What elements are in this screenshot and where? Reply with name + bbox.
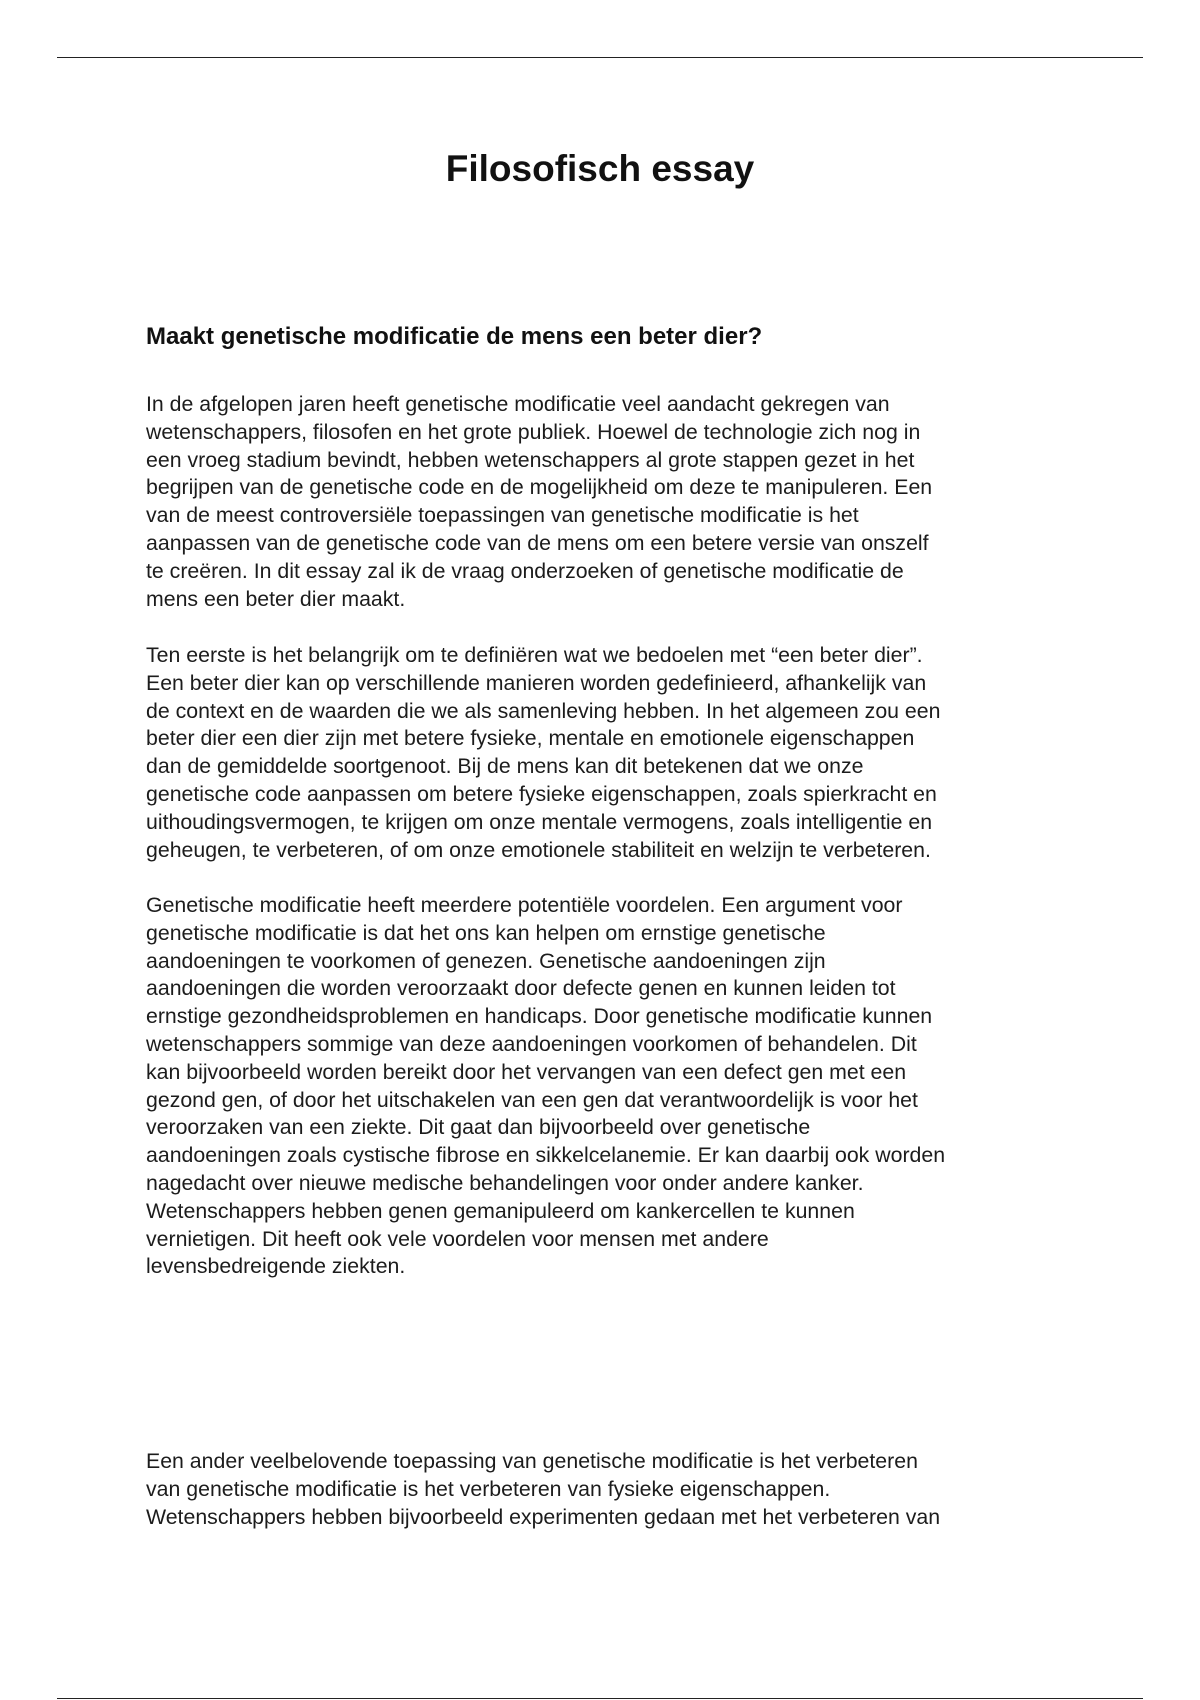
text-line: In de afgelopen jaren heeft genetische modificatie veel aandacht gekregen van — [146, 392, 890, 416]
text-line: Wetenschappers hebben genen gemanipuleerd om kankercellen te kunnen — [146, 1198, 855, 1223]
paragraph-benefits — [146, 892, 1066, 1281]
paragraph-physical-traits — [146, 1448, 1066, 1531]
text-line: genetische modificatie is dat het ons kan helpen om ernstige genetische — [146, 920, 826, 945]
text-line: kan bijvoorbeeld worden bereikt door het vervangen van een defect gen met een — [146, 1059, 907, 1084]
text-line: ernstige gezondheidsproblemen en handicaps. Door genetische modificatie kunnen — [146, 1004, 933, 1029]
text-line: een vroeg stadium bevindt, hebben wetenschappers al grote stappen gezet in het — [146, 447, 915, 472]
essay-question-heading: Maakt genetische modificatie de mens een beter dier? — [146, 323, 763, 350]
text-line: de context en de waarden die we als samenleving hebben. In het algemeen zou een — [146, 698, 941, 723]
text-line: begrijpen van de genetische code en de mogelijkheid om deze te manipuleren. Een — [146, 475, 933, 500]
text-line: beter dier een dier zijn met betere fysieke, mentale en emotionele eigenschappen — [146, 726, 915, 751]
text-line: van genetische modificatie is het verbeteren van fysieke eigenschappen. — [146, 1476, 831, 1501]
top-rule — [57, 57, 1143, 58]
text-line: aandoeningen zoals cystische fibrose en sikkelcelanemie. Er kan daarbij ook worden — [146, 1143, 946, 1168]
text-line: Ten eerste is het belangrijk om te definiëren wat we bedoelen met “een beter dier”. — [146, 643, 923, 667]
text-line: Een beter dier kan op verschillende manieren worden gedefinieerd, afhankelijk van — [146, 670, 927, 695]
paragraph-definition — [146, 642, 1066, 864]
text-line: nagedacht over nieuwe medische behandelingen voor onder andere kanker. — [146, 1170, 864, 1195]
text-line: Een ander veelbelovende toepassing van genetische modificatie is het verbeteren — [146, 1449, 918, 1473]
text-line: Wetenschappers hebben bijvoorbeeld experimenten gedaan met het verbeteren van — [146, 1504, 941, 1529]
text-line: Genetische modificatie heeft meerdere potentiële voordelen. Een argument voor — [146, 893, 903, 917]
bottom-rule — [57, 1698, 1143, 1699]
text-line: mens een beter dier maakt. — [146, 586, 406, 611]
text-line: levensbedreigende ziekten. — [146, 1254, 406, 1279]
text-line: wetenschappers, filosofen en het grote publiek. Hoewel de technologie zich nog in — [146, 419, 921, 444]
paragraph-introduction — [146, 391, 1066, 613]
text-line: genetische code aanpassen om betere fysieke eigenschappen, zoals spierkracht en — [146, 781, 937, 806]
text-line: wetenschappers sommige van deze aandoeningen voorkomen of behandelen. Dit — [146, 1031, 917, 1056]
text-line: aandoeningen die worden veroorzaakt door defecte genen en kunnen leiden tot — [146, 976, 896, 1001]
text-line: vernietigen. Dit heeft ook vele voordelen voor mensen met andere — [146, 1226, 769, 1251]
text-line: gezond gen, of door het uitschakelen van een gen dat verantwoordelijk is voor het — [146, 1087, 918, 1112]
document-title: Filosofisch essay — [445, 148, 755, 189]
text-line: aanpassen van de genetische code van de mens om een betere versie van onszelf — [146, 530, 929, 555]
text-line: veroorzaken van een ziekte. Dit gaat dan bijvoorbeeld over genetische — [146, 1115, 811, 1140]
text-line: uithoudingsvermogen, te krijgen om onze mentale vermogens, zoals intelligentie en — [146, 809, 933, 834]
text-line: geheugen, te verbeteren, of om onze emotionele stabiliteit en welzijn te verbeteren. — [146, 837, 931, 862]
text-line: aandoeningen te voorkomen of genezen. Genetische aandoeningen zijn — [146, 948, 826, 973]
text-line: van de meest controversiële toepassingen van genetische modificatie is het — [146, 503, 859, 528]
text-line: dan de gemiddelde soortgenoot. Bij de mens kan dit betekenen dat we onze — [146, 754, 864, 779]
text-line: te creëren. In dit essay zal ik de vraag onderzoeken of genetische modificatie de — [146, 558, 904, 583]
